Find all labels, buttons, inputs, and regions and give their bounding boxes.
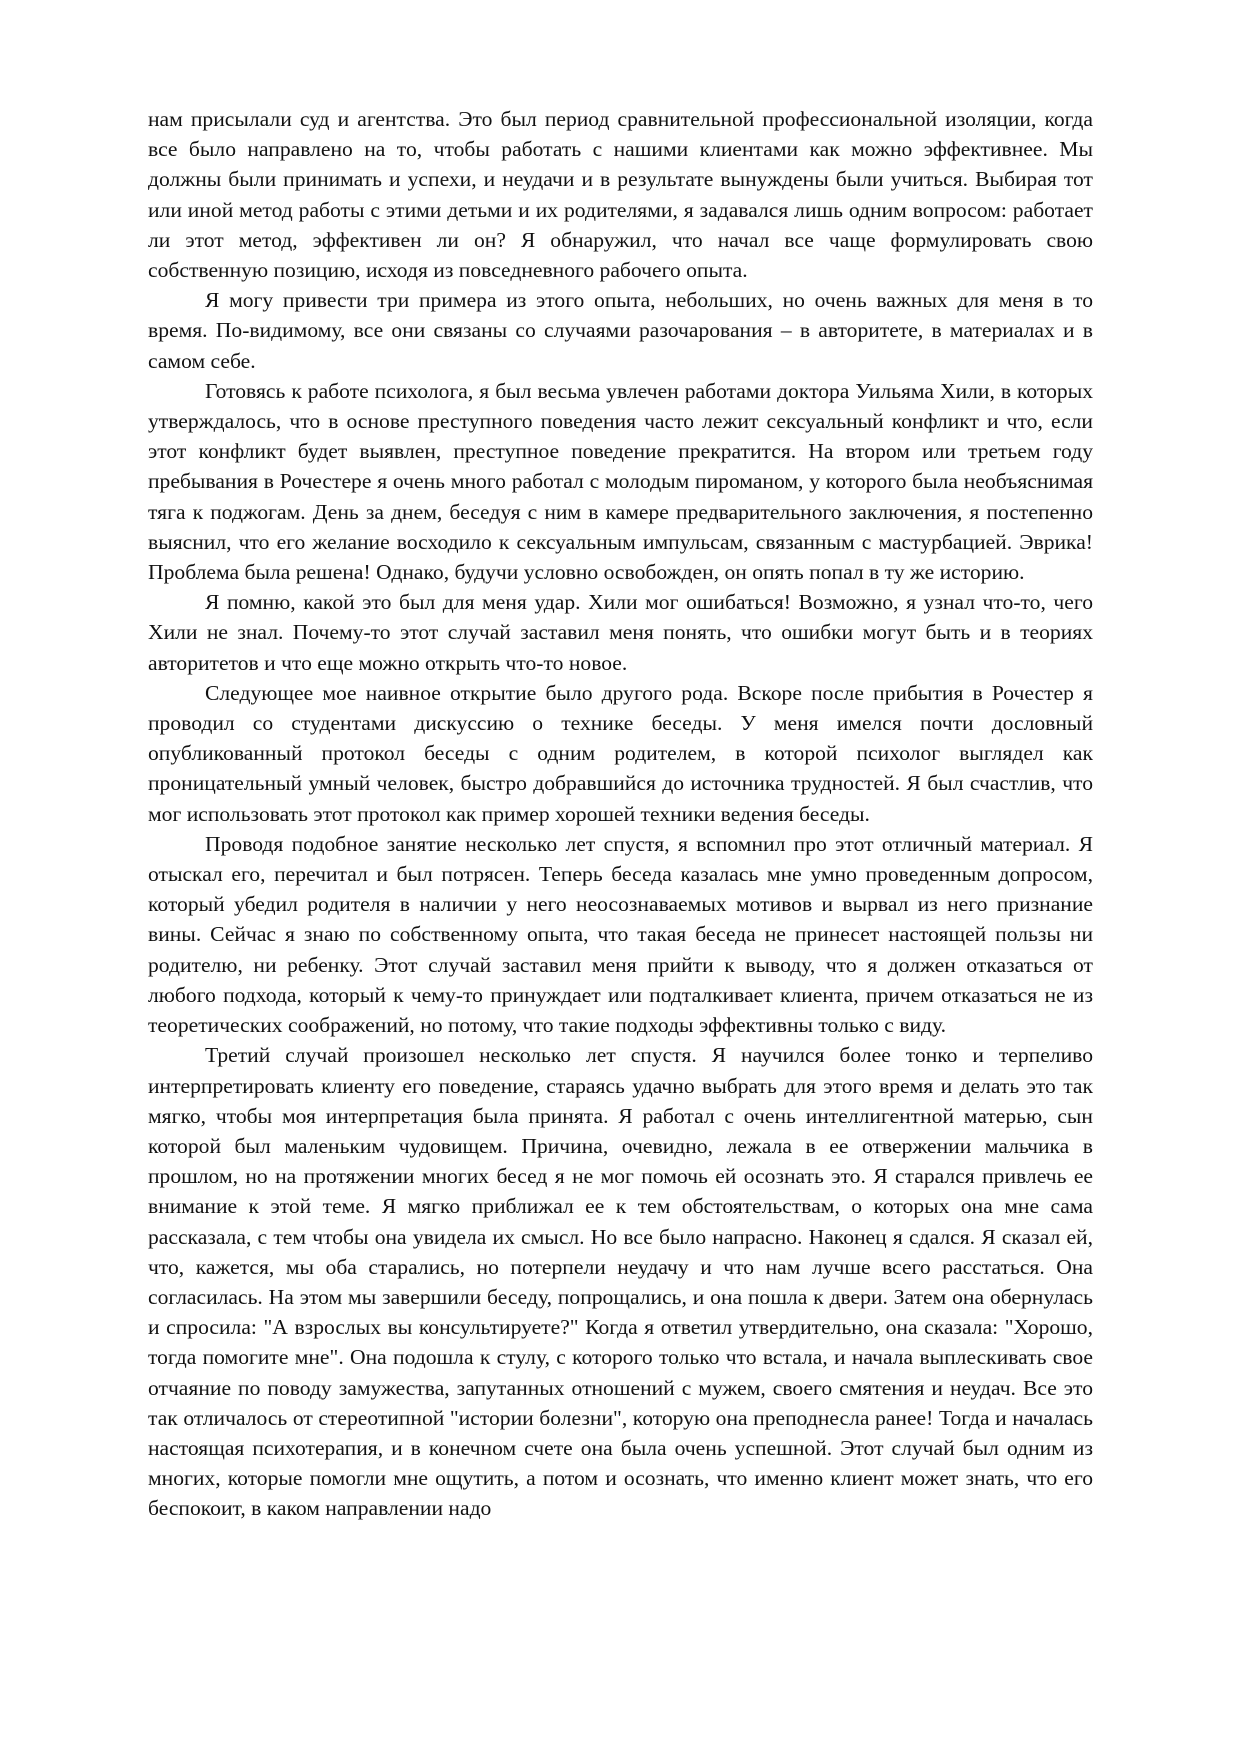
paragraph-6: Проводя подобное занятие несколько лет спустя, я вспомнил про этот отличный материал. Я отыскал его, перечитал и был потрясен. Теперь беседа казалась мне умно проведенным допросом, который убедил родителя в наличии у него неосознаваемых мотивов и вырвал из него признание вины. Сейчас я знаю по собственному опыта, что такая беседа не принесет настоящей пользы ни родителю, ни ребенку. Этот случай заставил меня прийти к выводу, что я должен отказаться от любого подхода, который к чему-то принуждает или подталкивает клиента, причем отказаться не из теоретических соображений, но потому, что такие подходы эффективны только с виду.: [148, 831, 1093, 1038]
document-page: [148, 104, 1093, 1524]
paragraph-2: Я могу привести три примера из этого опыта, небольших, но очень важных для меня в то время. По-видимому, все они связаны со случаями разочарования – в авторитете, в материалах и в самом себе.: [148, 288, 1093, 373]
paragraph-5: Следующее мое наивное открытие было другого рода. Вскоре после прибытия в Рочестер я проводил со студентами дискуссию о технике беседы. У меня имелся почти дословный опубликованный протокол беседы с одним родителем, в которой психолог выглядел как проницательный умный человек, быстро добравшийся до источника трудностей. Я был счастлив, что мог использовать этот протокол как пример хорошей техники ведения беседы.: [148, 680, 1093, 826]
paragraph-3: Готовясь к работе психолога, я был весьма увлечен работами доктора Уильяма Хили, в которых утверждалось, что в основе преступного поведения часто лежит сексуальный конфликт и что, если этот конфликт будет выявлен, преступное поведение прекратится. На втором или третьем году пребывания в Рочестере я очень много работал с молодым пироманом, у которого была необъяснимая тяга к поджогам. День за днем, беседуя с ним в камере предварительного заключения, я постепенно выяснил, что его желание восходило к сексуальным импульсам, связанным с мастурбацией. Эврика! Проблема была решена! Однако, будучи условно освобожден, он опять попал в ту же историю.: [148, 378, 1093, 585]
paragraph-4: Я помню, какой это был для меня удар. Хили мог ошибаться! Возможно, я узнал что-то, чего Хили не знал. Почему-то этот случай заставил меня понять, что ошибки могут быть и в теориях авторитетов и что еще можно открыть что-то новое.: [148, 590, 1093, 675]
paragraph-7: Третий случай произошел несколько лет спустя. Я научился более тонко и терпеливо интерпретировать клиенту его поведение, стараясь удачно выбрать для этого время и делать это так мягко, чтобы моя интерпретация была принята. Я работал с очень интеллигентной матерью, сын которой был маленьким чудовищем. Причина, очевидно, лежала в ее отвержении мальчика в прошлом, но на протяжении многих бесед я не мог помочь ей осознать это. Я старался привлечь ее внимание к этой теме. Я мягко приближал ее к тем обстоятельствам, о которых она мне сама рассказала, с тем чтобы она увидела их смысл. Но все было напрасно. Наконец я сдался. Я сказал ей, что, кажется, мы оба старались, но потерпели неудачу и что нам лучше всего расстаться. Она согласилась. На этом мы завершили беседу, попрощались, и она пошла к двери. Затем она обернулась и спросила: "А взрослых вы консультируете?" Когда я ответил утвердительно, она сказала: "Хорошо, тогда помогите мне". Она подошла к стулу, с которого только что встала, и начала выплескивать свое отчаяние по поводу замужества, запутанных отношений с мужем, своего смятения и неудач. Все это так отличалось от стереотипной "истории болезни", которую она преподнесла ранее! Тогда и началась настоящая психотерапия, и в конечном счете она была очень успешной. Этот случай был одним из многих, которые помогли мне ощутить, а потом и осознать, что именно клиент может знать, что его беспокоит, в каком направлении надо: [148, 1043, 1093, 1521]
paragraph-1: нам присылали суд и агентства. Это был период сравнительной профессиональной изоляции, когда все было направлено на то, чтобы работать с нашими клиентами как можно эффективнее. Мы должны были принимать и успехи, и неудачи и в результате вынуждены были учиться. Выбирая тот или иной метод работы с этими детьми и их родителями, я задавался лишь одним вопросом: работает ли этот метод, эффективен ли он? Я обнаружил, что начал все чаще формулировать свою собственную позицию, исходя из повседневного рабочего опыта.: [148, 107, 1093, 283]
